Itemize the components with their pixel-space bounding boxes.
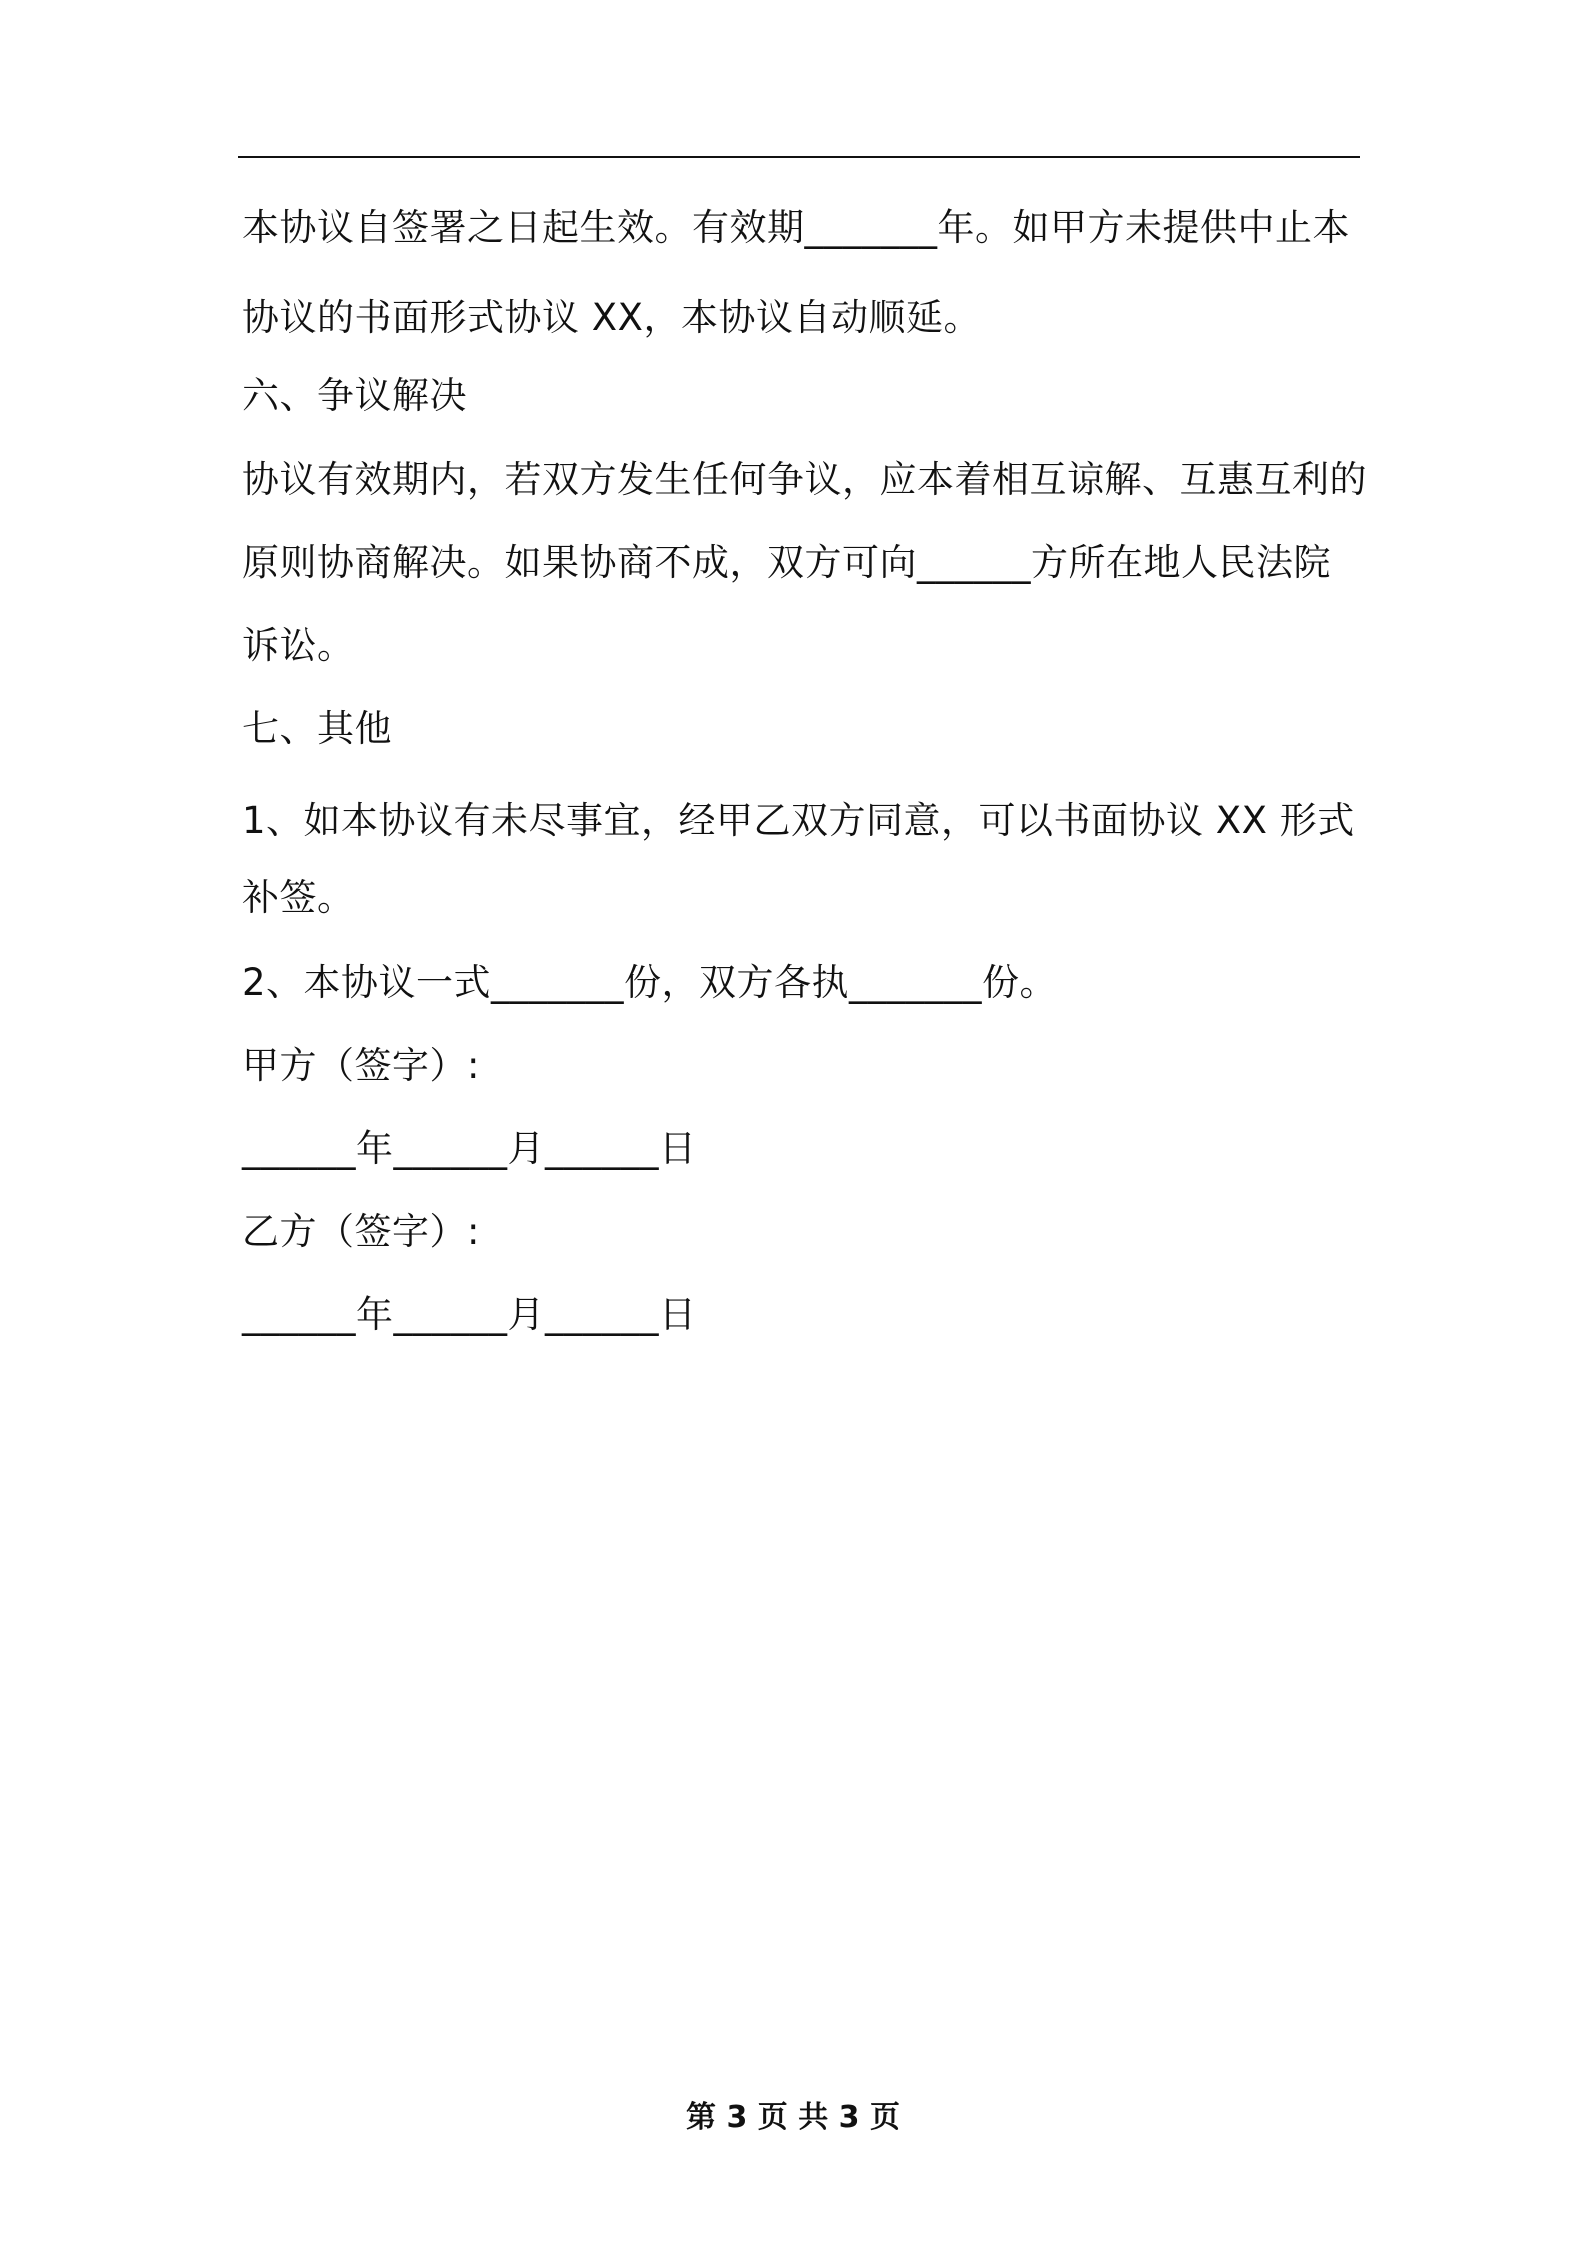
page-number: 第 3 页 共 3 页: [686, 2100, 900, 2135]
party-a-date-line: ______年______月______日: [242, 1127, 697, 1170]
clause-other-1-line-1: 1、如本协议有未尽事宜，经甲乙双方同意，可以书面协议 XX 形式: [242, 799, 1355, 842]
clause-dispute-line-3: 诉讼。: [242, 624, 355, 667]
party-b-date-line: ______年______月______日: [242, 1293, 697, 1336]
clause-validity-line-1: 本协议自签署之日起生效。有效期_______年。如甲方未提供中止本: [242, 206, 1350, 249]
clause-dispute-line-2: 原则协商解决。如果协商不成，双方可向______方所在地人民法院: [242, 541, 1331, 584]
clause-other-2: 2、本协议一式_______份，双方各执_______份。: [242, 961, 1058, 1004]
clause-other-1-line-2: 补签。: [242, 876, 355, 919]
header-rule: [238, 156, 1360, 158]
section-heading-other: 七、其他: [242, 707, 392, 750]
clause-dispute-line-1: 协议有效期内，若双方发生任何争议，应本着相互谅解、互惠互利的: [242, 458, 1367, 501]
clause-validity-line-2: 协议的书面形式协议 XX，本协议自动顺延。: [242, 296, 981, 339]
party-a-signature-label: 甲方（签字）:: [242, 1044, 480, 1087]
section-heading-dispute: 六、争议解决: [242, 374, 467, 417]
party-b-signature-label: 乙方（签字）:: [242, 1210, 480, 1253]
